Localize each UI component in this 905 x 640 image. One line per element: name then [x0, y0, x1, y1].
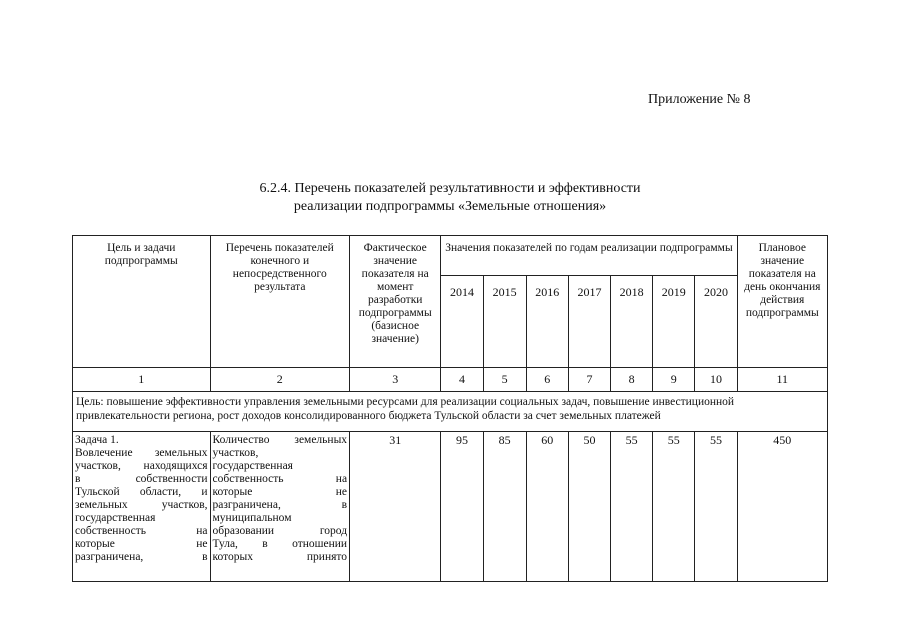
column-number: 2 [210, 368, 350, 392]
task-line: Задача 1. [75, 434, 119, 446]
header-year: 2015 [483, 276, 526, 368]
header-planned-value: Плановое значение показателя на день окончания действия подпрограммы [737, 236, 827, 368]
task-cell [73, 432, 211, 582]
year-value-cell: 60 [526, 432, 568, 582]
year-value-cell: 50 [568, 432, 610, 582]
appendix-label: Приложение № 8 [648, 92, 751, 107]
indicator-line: разграничена, в [212, 499, 348, 511]
year-value-cell: 55 [611, 432, 653, 582]
indicator-line: которых принято [212, 551, 348, 563]
indicator-line: участков, [212, 447, 259, 459]
column-number: 3 [350, 368, 441, 392]
indicator-line: Тула, в отношении [212, 538, 348, 550]
task-line: собственность на [75, 525, 208, 537]
column-number: 1 [73, 368, 211, 392]
goal-statement: Цель: повышение эффективности управления земельными ресурсами для реализации социальных задач, повышение инвестиционной привлекательности региона, рост доходов консолидированного бюджета Тульской области за счет земельных платежей [73, 392, 828, 432]
column-number: 5 [483, 368, 526, 392]
task-line: которые не [75, 538, 208, 550]
task-line: государственная [75, 512, 156, 524]
indicator-line: Количество земельных [212, 434, 348, 446]
indicator-line: собственность на [212, 473, 348, 485]
column-number: 9 [653, 368, 695, 392]
indicator-line: которые не [212, 486, 348, 498]
header-year: 2019 [653, 276, 695, 368]
task-line: Тульской области, и [75, 486, 208, 498]
header-goals-tasks: Цель и задачи подпрограммы [73, 236, 211, 368]
task-line: в собственности [75, 473, 208, 485]
task-line: разграничена, в [75, 551, 208, 563]
indicators-table [72, 235, 828, 582]
header-year: 2020 [695, 276, 737, 368]
header-year: 2017 [568, 276, 610, 368]
column-number: 10 [695, 368, 737, 392]
header-years-group: Значения показателей по годам реализации подпрограммы [441, 236, 737, 276]
planned-value-cell: 450 [737, 432, 827, 582]
indicator-line: государственная [212, 460, 293, 472]
indicator-cell [210, 432, 350, 582]
task-line: участков, находящихся [75, 460, 208, 472]
header-year: 2018 [611, 276, 653, 368]
year-value-cell: 85 [483, 432, 526, 582]
title-line-2: реализации подпрограммы «Земельные отношения» [293, 199, 607, 214]
column-number: 6 [526, 368, 568, 392]
column-number: 11 [737, 368, 827, 392]
title-line-1: 6.2.4. Перечень показателей результативности и эффективности [259, 181, 641, 196]
document-title [160, 180, 740, 216]
column-number: 8 [611, 368, 653, 392]
column-number: 7 [568, 368, 610, 392]
task-line: Вовлечение земельных [75, 447, 208, 459]
header-indicators-list: Перечень показателей конечного и непосредственного результата [210, 236, 350, 368]
indicator-line: муниципальном [212, 512, 292, 524]
task-line: земельных участков, [75, 499, 208, 511]
header-year: 2014 [441, 276, 483, 368]
header-year: 2016 [526, 276, 568, 368]
base-value-cell: 31 [350, 432, 441, 582]
column-number: 4 [441, 368, 483, 392]
year-value-cell: 95 [441, 432, 483, 582]
header-base-value: Фактическое значение показателя на момент разработки подпрограммы (базисное значение) [350, 236, 441, 368]
indicator-line: образовании город [212, 525, 348, 537]
year-value-cell: 55 [653, 432, 695, 582]
year-value-cell: 55 [695, 432, 737, 582]
